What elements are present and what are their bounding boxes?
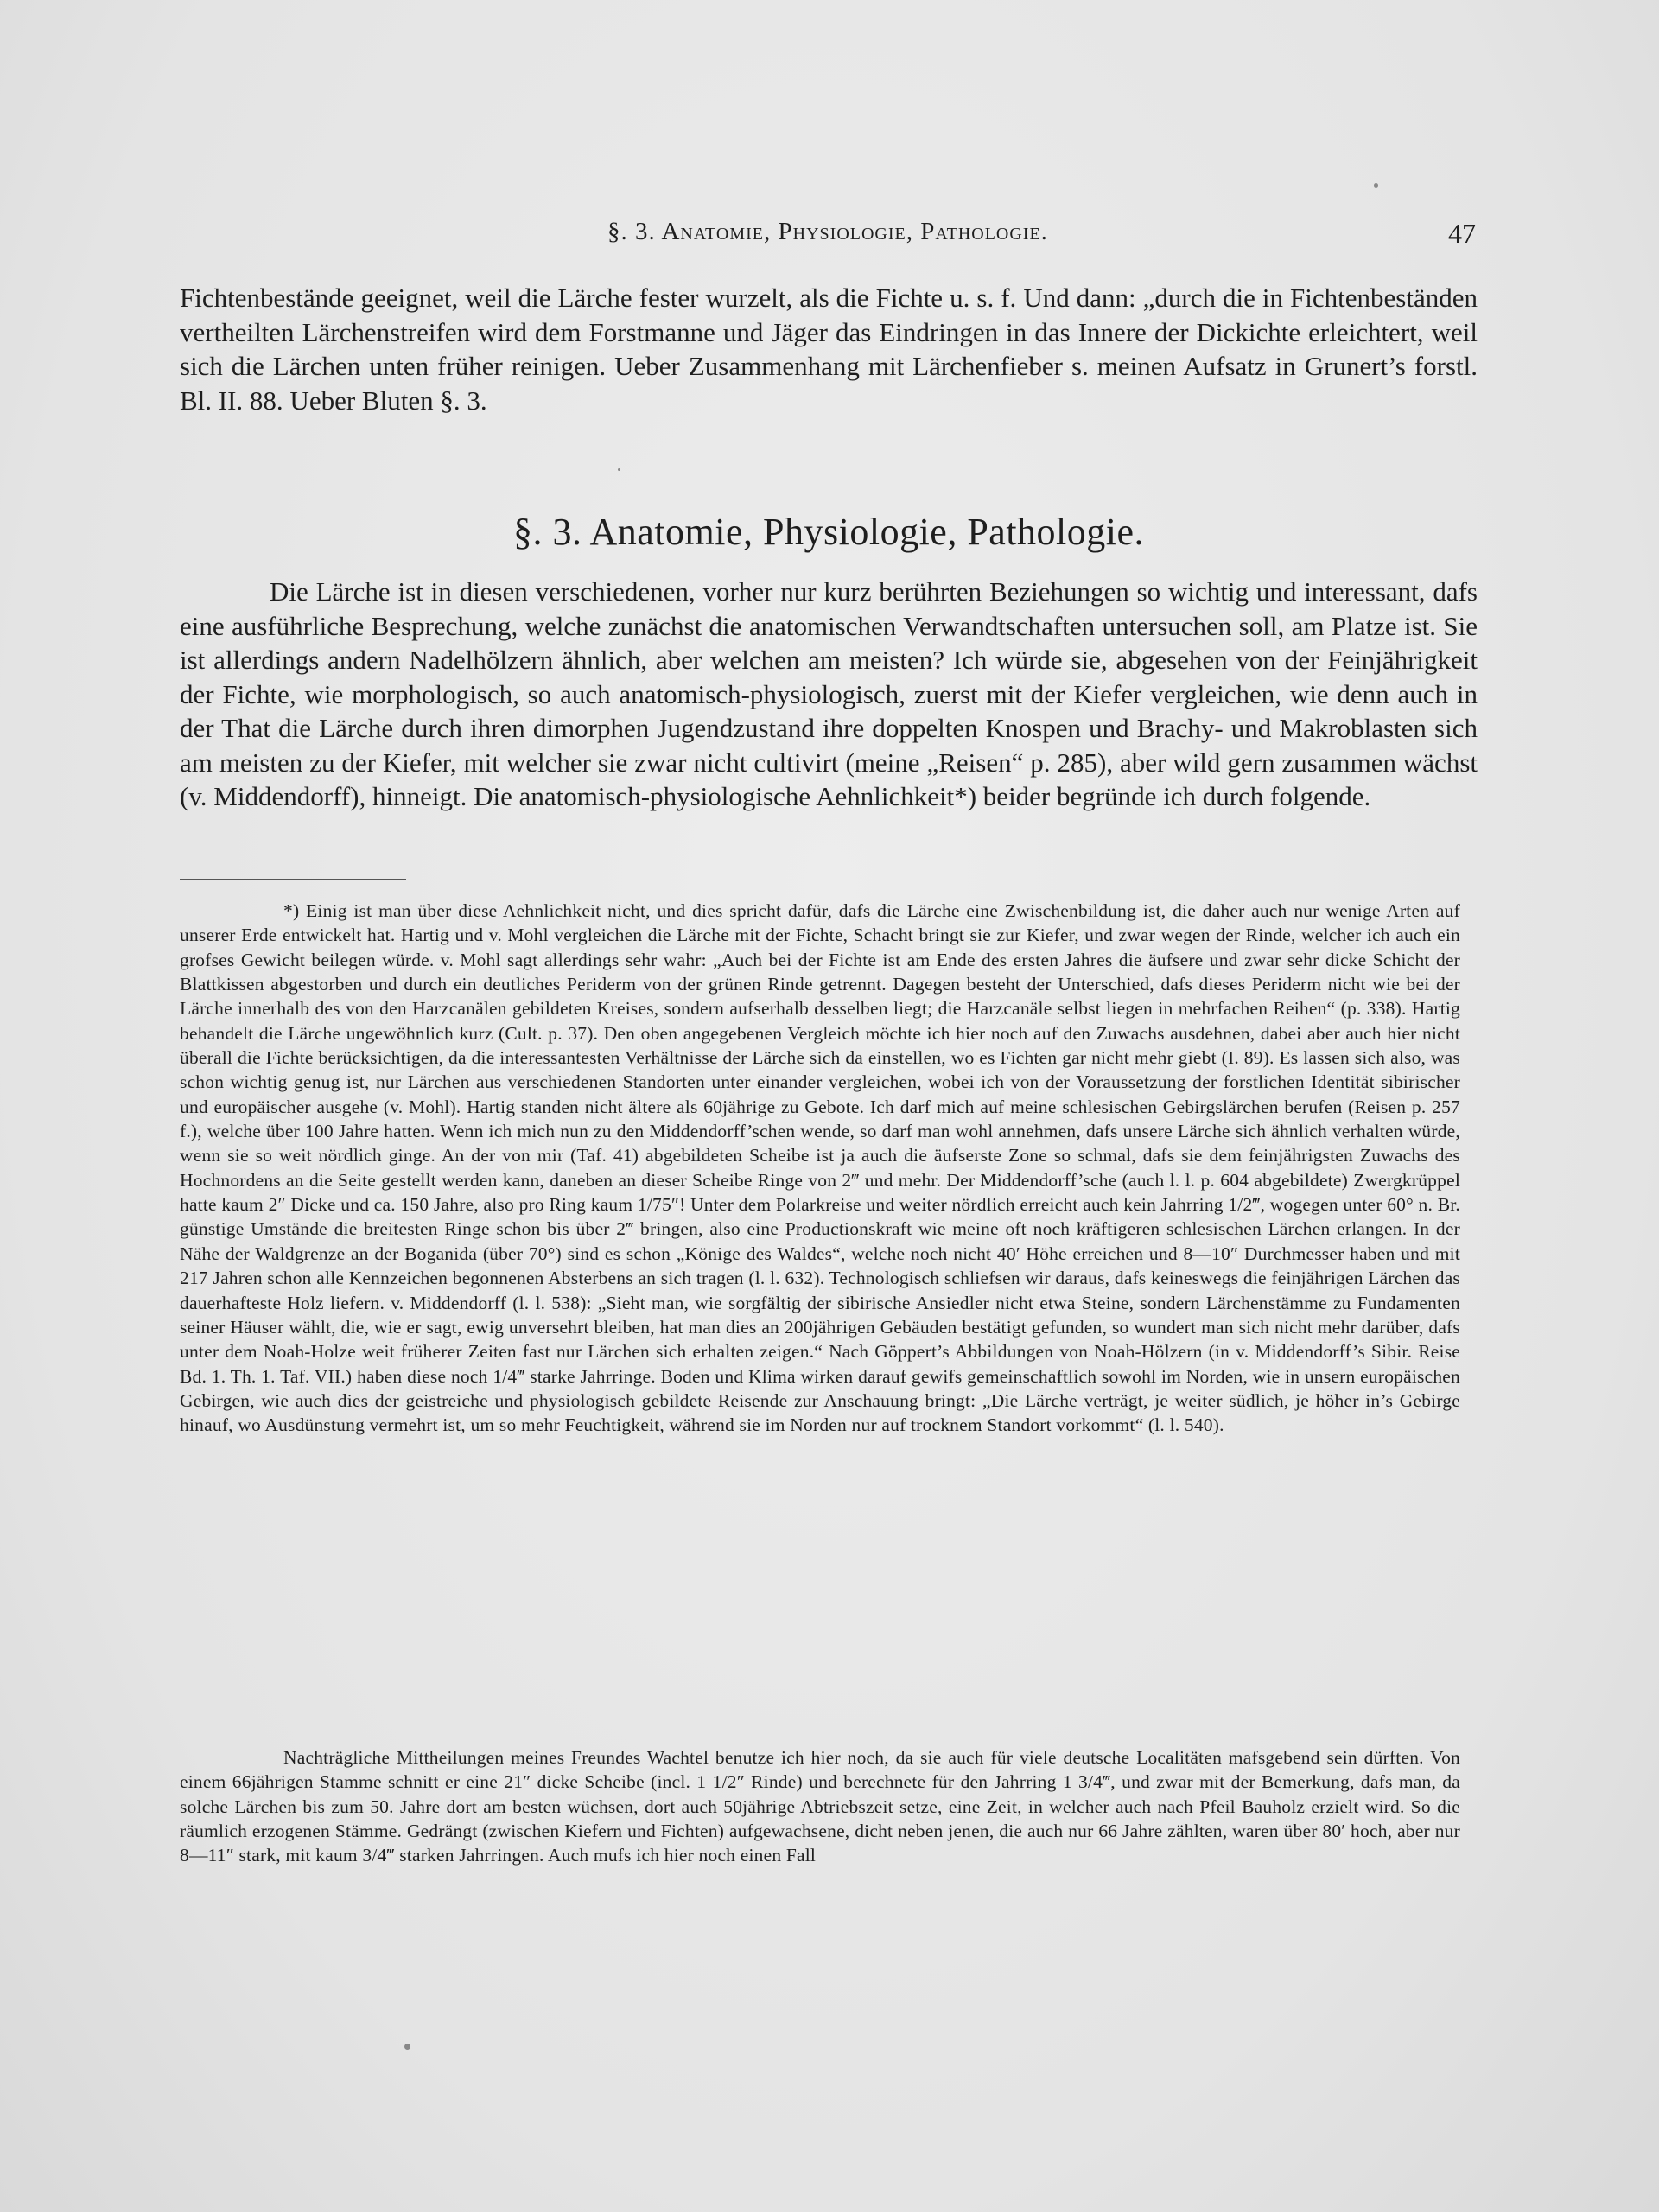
intro-paragraph: Die Lärche ist in diesen verschiedenen, vorher nur kurz berührten Beziehungen so wichtig und interessant, dafs eine ausführliche Besprechung, welche zunächst die anatomischen Verwandtschaften untersuchen soll, am Platze ist. Sie ist allerdings andern Nadelhölzern ähnlich, aber welchen am meisten? Ich würde sie, abgesehen von der Feinjährigkeit der Fichte, wie morphologisch, so auch anatomisch-physiologisch, zuerst mit der Kiefer vergleichen, wie denn auch in der That die Lärche durch ihren dimorphen Jugendzustand ihre doppelten Knospen und Brachy- und Makroblasten sich am meisten zu der Kiefer, mit welcher sie zwar nicht cultivirt (meine „Reisen“ p. 285), aber wild gern zusammen wächst (v. Middendorff), hinneigt. Die anatomisch-physiologische Aehnlichkeit*) beider begründe ich durch folgende. — [180, 576, 1478, 811]
running-head: §. 3. Anatomie, Physiologie, Pathologie. — [607, 218, 1048, 245]
scan-speck — [404, 2044, 410, 2050]
scan-speck — [1374, 183, 1378, 188]
page-number: 47 — [1448, 218, 1476, 249]
section-title: §. 3. Anatomie, Physiologie, Pathologie. — [512, 511, 1145, 553]
footnote-2: Nachträgliche Mittheilungen meines Freundes Wachtel benutze ich hier noch, da sie auch für viele deutsche Localitäten mafsgebend sein dürften. Von einem 66jährigen Stamme schnitt er eine 21″ dicke Scheibe (incl. 1 1/2″ Rinde) und berechnete für den Jahrring 1 3/4‴, und zwar mit der Bemerkung, dafs man, da solche Lärchen bis zum 50. Jahre dort am besten wüchsen, dort auch 50jährige Abtriebszeit setze, eine Zeit, in welcher auch nach Pfeil Bauholz erzielt wird. So die räumlich erzogenen Stämme. Gedrängt (zwischen Kiefern und Fichten) aufgewachsene, dicht neben jenen, die auch nur 66 Jahre zählten, waren über 80′ hoch, aber nur 8—11″ stark, mit kaum 3/4‴ starken Jahrringen. Auch mufs ich hier noch einen Fall — [180, 1747, 1460, 1866]
continuation-paragraph: Fichtenbestände geeignet, weil die Lärche fester wurzelt, als die Fichte u. s. f. Und dann: „durch die in Fichtenbeständen vertheilten Lärchenstreifen wird dem Forstmanne und Jäger das Eindringen in das Innere der Dickichte erleichtert, weil sich die Lärchen unten früher reinigen. Ueber Zusammenhang mit Lärchenfieber s. meinen Aufsatz in Grunert’s forstl. Bl. II. 88. Ueber Bluten §. 3. — [180, 283, 1478, 416]
page-header — [180, 218, 1476, 252]
footnote-separator — [180, 879, 406, 880]
footnote-1: *) Einig ist man über diese Aehnlichkeit nicht, und dies spricht dafür, dafs die Lärche eine Zwischenbildung ist, die daher auch nur wenige Arten auf unserer Erde entwickelt hat. Hartig und v. Mohl vergleichen die Lärche mit der Fichte, Schacht bringt sie zur Kiefer, und zwar wegen der Rinde, welcher ich auch ein grofses Gewicht beilegen würde. v. Mohl sagt allerdings sehr wahr: „Auch bei der Fichte ist am Ende des ersten Jahres die äufsere und zwar sehr dicke Schicht der Blattkissen abgestorben und durch ein deutliches Periderm von der grünen Rinde getrennt. Dagegen besteht der Unterschied, dafs dieses Periderm nicht wie bei der Lärche innerhalb des von den Harzcanälen gebildeten Kreises, sondern aufserhalb desselben liegt; die Harzcanäle selbst liegen in mehrfachen Reihen“ (p. 338). Hartig behandelt die Lärche ungewöhnlich kurz (Cult. p. 37). Den oben angegebenen Vergleich möchte ich hier noch auf den Zuwachs ausdehnen, dabei aber auch hier nicht überall die Fichte berücksichtigen, da die interessantesten Verhältnisse der Lärche sich da einstellen, wo es Fichten gar nicht mehr giebt (I. 89). Es lassen sich also, was schon wichtig genug ist, nur Lärchen aus verschiedenen Standorten unter einander vergleichen, wobei ich von der Voraussetzung der forstlichen Identität sibirischer und europäischer ausgehe (v. Mohl). Hartig standen nicht ältere als 60jährige zu Gebote. Ich darf mich auf meine schlesischen Gebirgslärchen berufen (Reisen p. 257 f.), welche über 100 Jahre hatten. Wenn ich mich nun zu den Middendorff’schen wende, so darf man wohl annehmen, dafs unsere Lärche sich ähnlich verhalten würde, wenn sie so weit nördlich ginge. An der von mir (Taf. 41) abgebildeten Scheibe ist ja auch die äufserste Zone so schmal, dafs sie dem feinjährigsten Zuwachs des Hochnordens an die Seite gestellt werden kann, daneben an dieser Scheibe Ringe von 2‴ und mehr. Der Middendorff’sche (auch l. l. p. 604 abgebildete) Zwergkrüppel hatte kaum 2″ Dicke und ca. 150 Jahre, also pro Ring kaum 1/75″! Unter dem Polarkreise und weiter nördlich erreicht auch kein Jahrring 1/2‴, wogegen unter 60° n. Br. günstige Umstände die breitesten Ringe schon bis über 2‴ bringen, also eine Productionskraft wie meine oft noch kräftigeren schlesischen Lärchen erlangen. In der Nähe der Waldgrenze an der Boganida (über 70°) sind es schon „Könige des Waldes“, welche noch nicht 40′ Höhe erreichen und 8—10″ Durchmesser haben und mit 217 Jahren schon alle Kennzeichen begonnenen Absterbens an sich tragen (l. l. 632). Technologisch schliefsen wir daraus, dafs keineswegs die feinjährigen Lärchen das dauerhafteste Holz liefern. v. Middendorff (l. l. 538): „Sieht man, wie sorgfältig der sibirische Ansiedler nicht etwa Steine, sondern Lärchenstämme zu Fundamenten seiner Häuser wählt, die, wie er sagt, ewig unversehrt bleiben, hat man dies an 200jährigen Gebäuden bestätigt gefunden, so wundert man sich nicht mehr darüber, dafs unter dem Noah-Holze weit früherer Zeiten fast nur Lärchen sich erhalten zeigen.“ Nach Göppert’s Abbildungen von Noah-Hölzern (in v. Middendorff’s Sibir. Reise Bd. 1. Th. 1. Taf. VII.) haben diese noch 1/4‴ starke Jahrringe. Boden und Klima wirken darauf gewifs gemeinschaftlich sowohl im Norden, wie in unsern europäischen Gebirgen, wie auch dies der geistreiche und physiologisch gebildete Reisende zur Anschauung bringt: „Die Lärche verträgt, je weiter südlich, je höher in’s Gebirge hinauf, wo Ausdünstung vermehrt ist, um so mehr Feuchtigkeit, während sie im Norden nur auf trocknem Standort vorkommt“ (l. l. 540). — [180, 900, 1460, 1436]
scan-speck — [618, 468, 620, 471]
